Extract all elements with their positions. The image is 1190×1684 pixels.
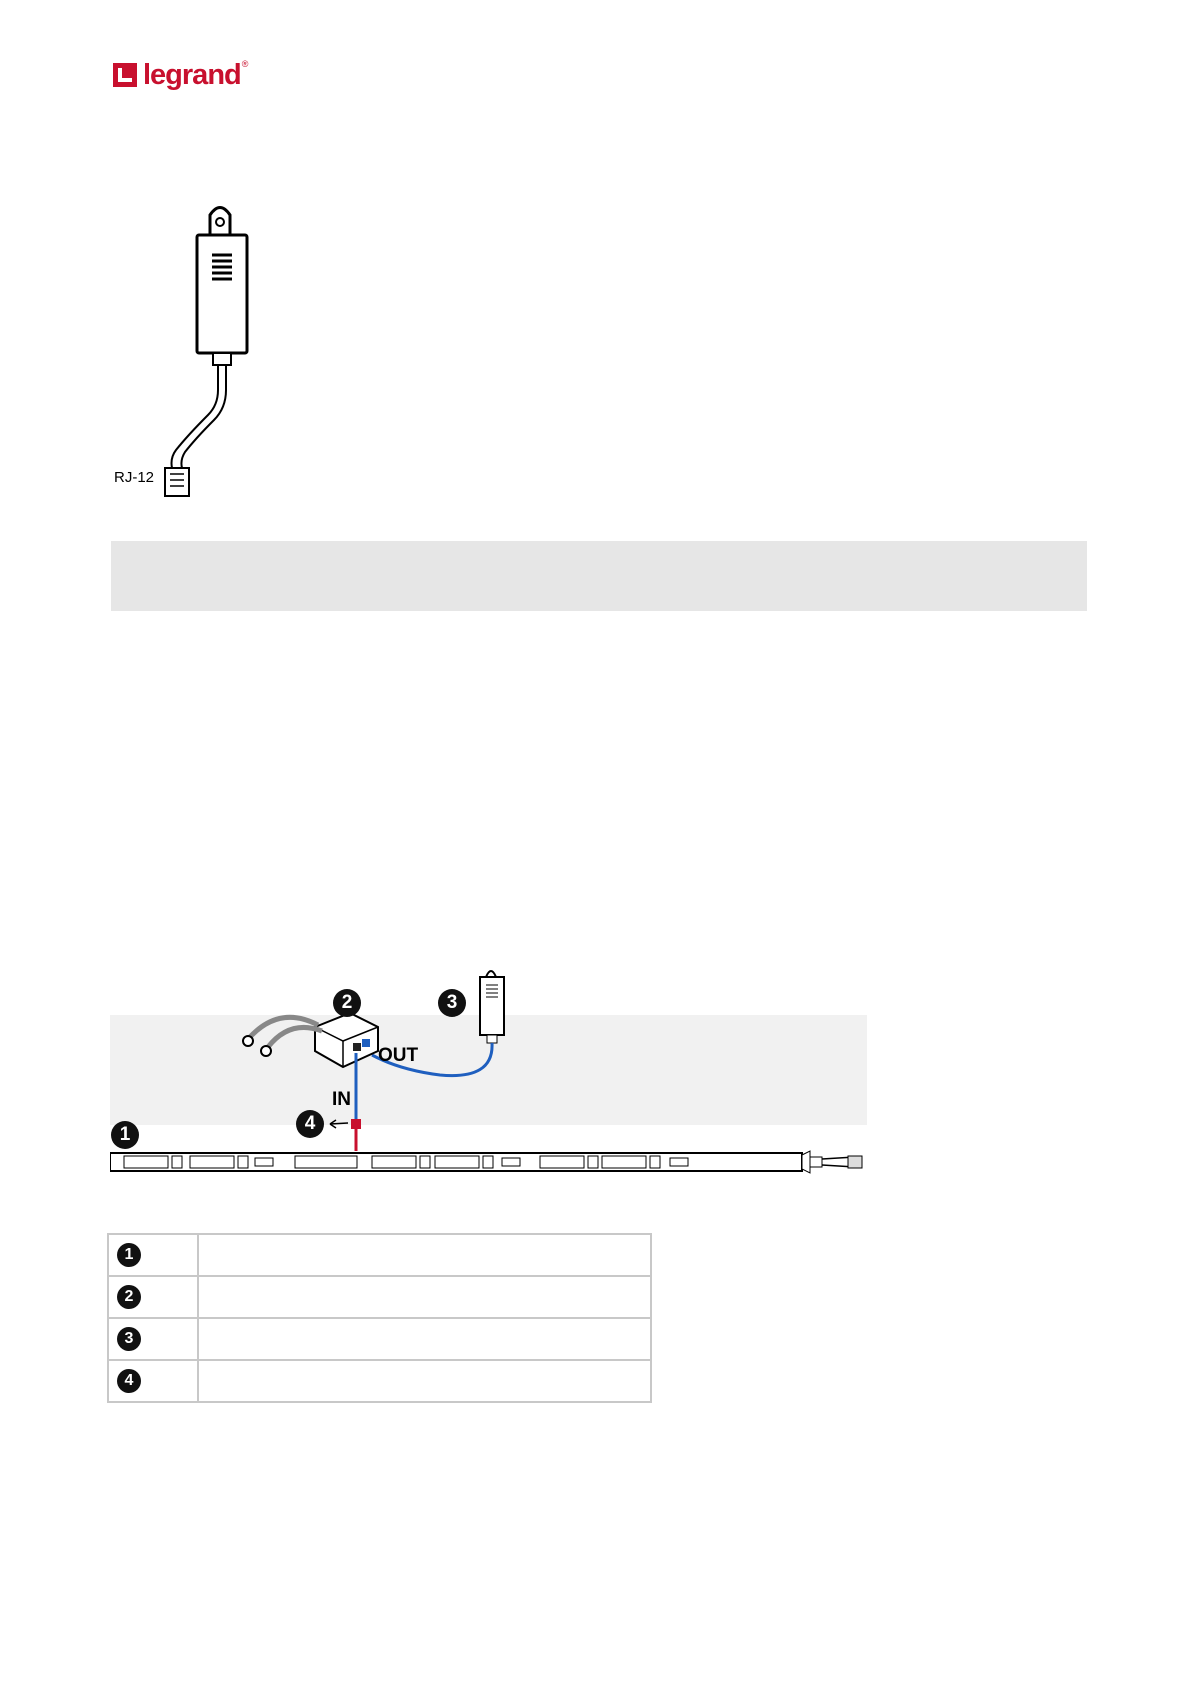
legend-text-cell — [198, 1318, 651, 1360]
legend-number-cell — [108, 1360, 198, 1402]
badge-3: 3 — [438, 989, 466, 1017]
note-box — [111, 541, 1087, 611]
legend-number-cell — [108, 1276, 198, 1318]
in-port-label: IN — [332, 1089, 351, 1110]
brand-name: legrand — [143, 58, 241, 91]
legend-number-cell — [108, 1318, 198, 1360]
registered-mark: ® — [241, 59, 249, 69]
badge-1: 1 — [111, 1121, 139, 1149]
legend-badge-3: 3 — [117, 1327, 141, 1351]
legend-row — [108, 1318, 651, 1360]
legrand-logo-mark — [113, 63, 137, 87]
legend-text-cell — [198, 1234, 651, 1276]
legend-row — [108, 1234, 651, 1276]
legend-text-cell — [198, 1360, 651, 1402]
badge-2: 2 — [333, 989, 361, 1017]
out-port-label: OUT — [378, 1045, 419, 1066]
legend-row — [108, 1276, 651, 1318]
legend-badge-1: 1 — [117, 1243, 141, 1267]
pdu-connection-diagram — [110, 965, 870, 1210]
rj12-label: RJ-12 — [114, 469, 155, 486]
badge-4: 4 — [296, 1110, 324, 1138]
legend-row — [108, 1360, 651, 1402]
legend-number-cell — [108, 1234, 198, 1276]
legend-badge-4: 4 — [117, 1369, 141, 1393]
legrand-logo — [113, 57, 248, 93]
legend-table — [107, 1233, 652, 1403]
sensor-device-illustration — [110, 200, 270, 500]
legend-text-cell — [198, 1276, 651, 1318]
legend-badge-2: 2 — [117, 1285, 141, 1309]
